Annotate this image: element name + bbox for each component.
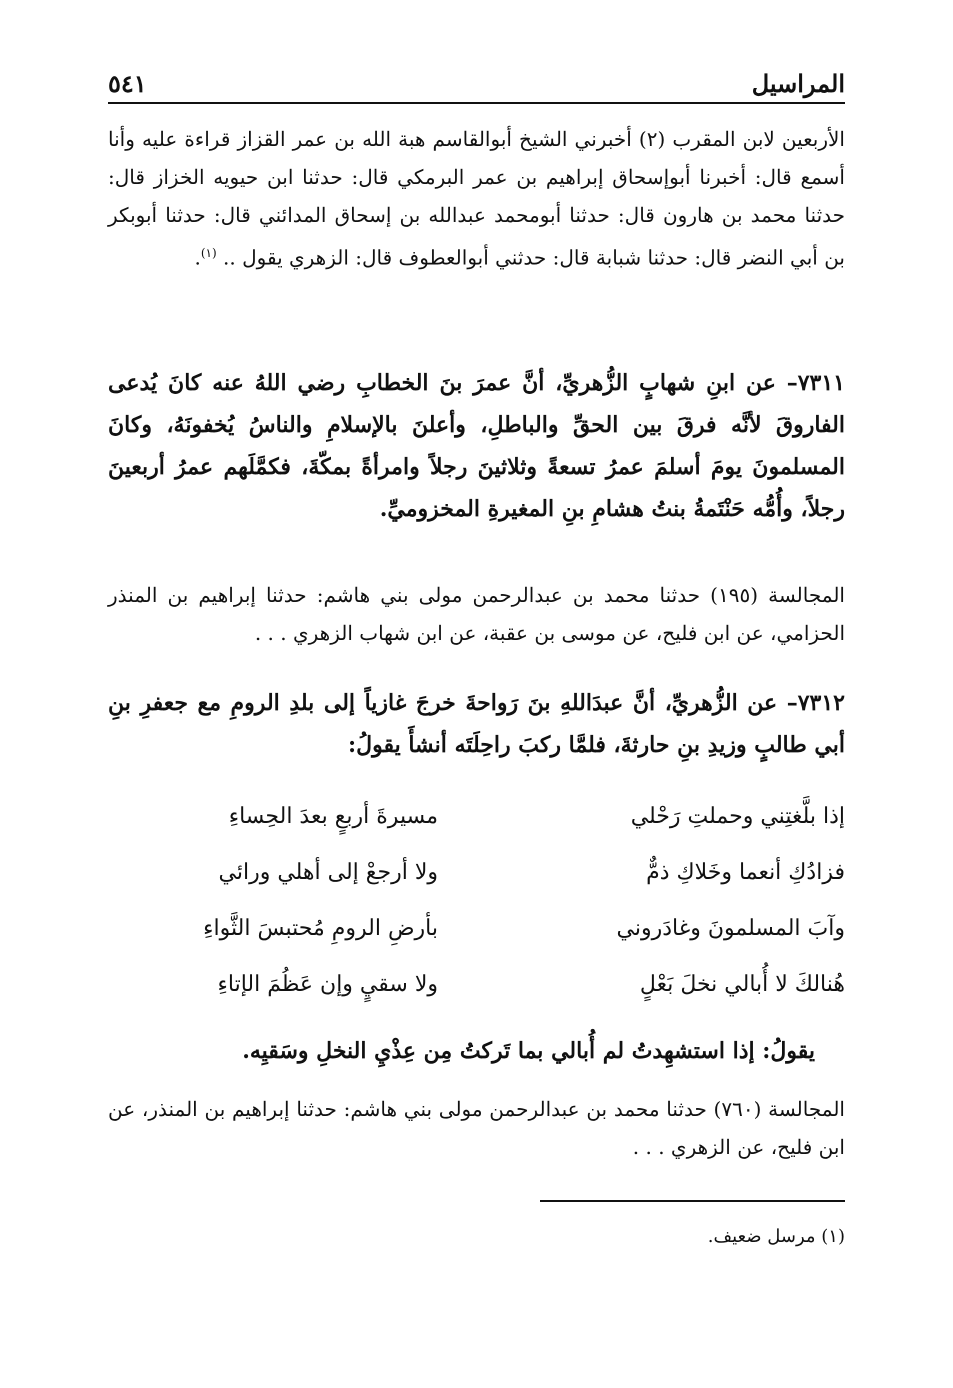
- poem-explanation: يقولُ: إذا استشهِدتُ لم أُبالي بما تَركتُ مِن عِذْيِ النخلِ وسَقيِه.: [242, 1038, 815, 1064]
- verse-second-hemistich: ولا أرجعْ إلى أهلي ورائي: [218, 859, 438, 885]
- poem: [108, 788, 845, 1012]
- verse-first-hemistich: وآبَ المسلمونَ وغادَروني: [616, 915, 845, 941]
- verse-second-hemistich: ولا سقيٍ وإن عَظُمَ الإتاءِ: [217, 971, 438, 997]
- footnote-divider: [540, 1200, 845, 1202]
- footnote-ref-1: (١): [200, 246, 217, 260]
- verse-first-hemistich: هُنالكَ لا أُبالي نخلَ بَعْلٍ: [639, 971, 845, 997]
- running-title: المراسيل: [751, 69, 845, 98]
- page-number: ٥٤١: [108, 69, 147, 98]
- footnote-1: (١) مرسل ضعيف.: [707, 1226, 845, 1247]
- poem-verse: [108, 900, 845, 956]
- hadith-7311: ٧٣١١– عن ابنِ شهابٍ الزُّهريِّ، أنَّ عمرَ بنَ الخطابِ رضي اللهُ عنه كانَ يُدعى الفاروقَ لأنَّه فرقَ بين الحقِّ والباطلِ، وأعلنَ بالإسلامِ والناسُ يُخفونَهُ، وكانَ المسلمونَ يومَ أسلمَ عمرُ تسعةً وثلاثينَ رجلاً وامرأةً بمكّةَ، فكمَّلَهم عمرُ أربعينَ رجلاً، وأُمُّه حَنْتَمةُ بنتُ هشامِ بنِ المغيرةِ المخزوميِّ.: [108, 370, 845, 522]
- verse-second-hemistich: بأرضِ الرومِ مُحتبسَ الثَّواءِ: [203, 915, 438, 941]
- verse-first-hemistich: إذا بلَّغتِني وحملتِ رَحْلي: [630, 803, 845, 829]
- poem-verse: [108, 844, 845, 900]
- hadith-7312: ٧٣١٢– عن الزُّهريِّ، أنَّ عبدَاللهِ بنَ رَواحةَ خرجَ غازياً إلى بلدِ الرومِ مع جعفرِ بنِ أبي طالبٍ وزيدِ بنِ حارثةَ، فلمَّا ركبَ راحِلَتَه أنشأَ يقولُ:: [108, 690, 845, 758]
- source-7311: المجالسة (١٩٥) حدثنا محمد بن عبدالرحمن مولى بني هاشم: حدثنا إبراهيم بن المنذر الحزامي، عن ابن فليح، عن موسى بن عقبة، عن ابن شهاب الزهري . . .: [108, 583, 845, 645]
- page-header: [108, 62, 845, 104]
- verse-first-hemistich: فزادُكِ أنعما وخَلاكِ ذمٌّ: [646, 859, 845, 885]
- verse-second-hemistich: مسيرةَ أربعٍ بعدَ الحِساءِ: [228, 803, 438, 829]
- isnad-paragraph-intro: [108, 120, 845, 277]
- isnad-intro-end: .: [194, 245, 201, 270]
- poem-verse: [108, 788, 845, 844]
- isnad-intro-text: الأربعين لابن المقرب (٢) أخبرني الشيخ أبوالقاسم هبة الله بن عمر القزاز قراءة عليه وأنا أسمع قال: أخبرنا أبوإسحاق إبراهيم بن عمر البرمكي قال: حدثنا ابن حيويه الخزاز قال: حدثنا محمد بن هارون قال: حدثنا أبومحمد عبدالله بن إسحاق المدائني قال: حدثنا أبوبكر بن أبي النضر قال: حدثنا شبابة قال: حدثني أبوالعطوف قال: الزهري يقول ..: [108, 127, 845, 270]
- poem-verse: [108, 956, 845, 1012]
- source-7312: المجالسة (٧٦٠) حدثنا محمد بن عبدالرحمن مولى بني هاشم: حدثنا إبراهيم بن المنذر، عن ابن فليح، عن الزهري . . .: [108, 1097, 845, 1159]
